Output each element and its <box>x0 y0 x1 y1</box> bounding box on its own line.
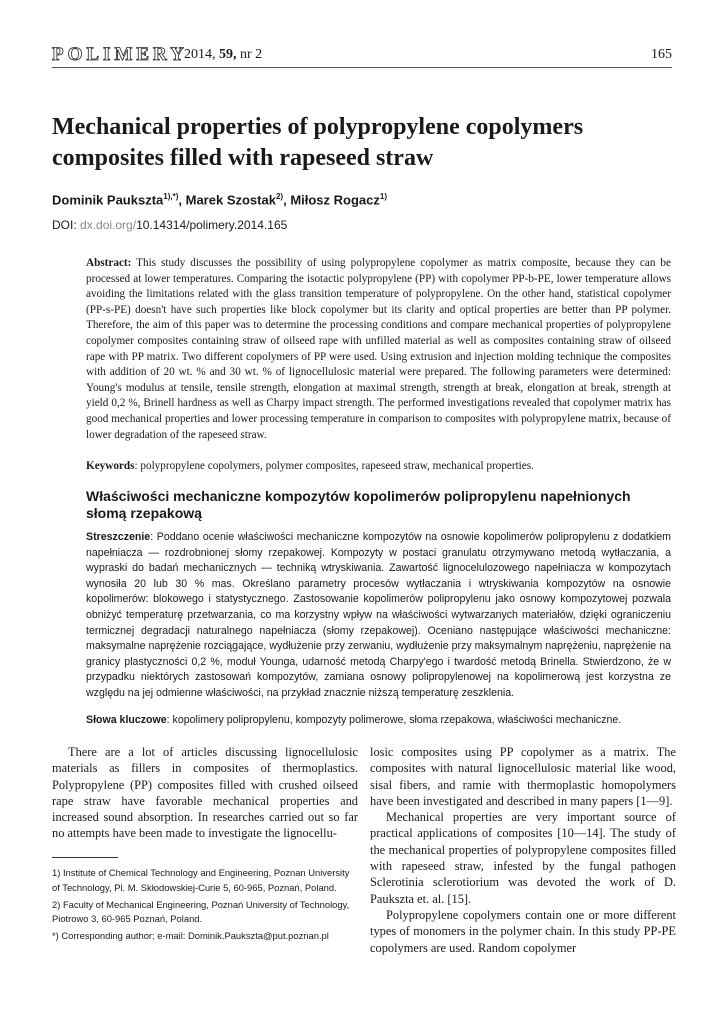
doi-value[interactable]: 10.14314/polimery.2014.165 <box>136 218 288 232</box>
slowa-kluczowe-text: : kopolimery polipropylenu, kompozyty polimerowe, słoma rzepakowa, właściwości mechaniczne. <box>166 714 622 726</box>
author-separator: , <box>283 192 291 208</box>
journal-name: POLIMERY <box>52 44 188 65</box>
doi-line <box>52 218 287 232</box>
footnote-affiliation-1: 1) Institute of Chemical Technology and Engineering, Poznan University of Technology, Pl. M. Skłodowskiej-Curie 5, 60-965, Poznań, Poland. <box>52 867 350 893</box>
footnote-corresponding: *) Corresponding author; e-mail: Dominik.Paukszta@put.poznan.pl <box>52 930 329 942</box>
author-name: Miłosz Rogacz <box>290 192 380 208</box>
footnote-rule <box>52 857 118 858</box>
abstract-pl <box>86 530 671 702</box>
abstract-text: This study discusses the possibility of using polypropylene copolymer as matrix composite, because they can be processed at lower temperatures. Comparing the isotactic polypropylene (PP) with copolymer PP-b-PE, lower temperature allows avoiding the limitations related with the glass transition temperature of polypropylene. On the other hand, statistical copolymer (PP-s-PE) doesn't have such properties like block copolymer but its clarity and optical properties are better than PP polymer. Therefore, the aim of this paper was to determine the processing conditions and compare mechanical properties of polypropylene copolymer composites containing straw of oilseed rape with unfilled material as well as composites containing straw of oilseed rape with PP matrix. Two different copolymers of PP were used. Using extrusion and injection molding technique the composites with addition of 20 wt. % and 30 wt. % of lignocellulosic material were prepared. The following parameters were determined: Young's modulus at tensile, tensile strength, elongation at maximal strength, strength at break, elongation at break, strength at yield 0,2 %, Brinell hardness as well as Charpy impact strength. The performed investigations revealed that copolymer matrix has good mechanical properties and lower processing temperature in comparison to composites with polypropylene matrix, because of lower degradation of the rapeseed straw. <box>86 257 671 441</box>
author-list <box>52 192 387 207</box>
body-column-left <box>52 744 358 842</box>
footnotes <box>52 866 358 946</box>
footnote-affiliation-2: 2) Faculty of Mechanical Engineering, Poznań University of Technology, Piotrowo 3, 60-965 Poznań, Poland. <box>52 898 350 925</box>
streszczenie-text: : Poddano ocenie właściwości mechaniczne kompozytów na osnowie kopolimerów polipropylenu z dodatkiem napełniacza — rozdrobnionej słomy rzepakowej. Kompozyty w postaci granulatu otrzymywano metodą wytłaczania, a wypraski do badań mechanicznych — techniką wtryskiwania. Zawartość lignocelulozowego napełniacza w kompozytach wynosiła 20 lub 30 % mas. Określano parametry procesów wytłaczania i wtryskiwania kompozytów na osnowie kopolimerów: blokowego i statystycznego. Zastosowanie kopolimerów polipropylenu jako osnowy kompozytowej pozwala obniżyć temperaturę przetwarzania, co ma korzystny wpływ na właściwości wytwarzanych materiałów, dzięki ograniczeniu termicznej degradacji naturalnego napełniacza (słomy rzepakowej). Oceniano następujące właściwości mechaniczne: maksymalne naprężenie rozciągające, wydłużenie przy zerwaniu, wydłużenie przy maksymalnym naprężeniu, naprężenie na granicy plastyczności 0,2 %, moduł Younga, udarność metodą Charpy'ego i twardość metodą Brinella. Stwierdzono, że w przypadku niektórych zastosowań kompozytów, zamiana osnowy polipropylenowej na kopolimerową jest korzystna ze względu na jej odmienne właściwości, na przykład znacznie niższą temperaturę zeszklenia. <box>86 531 671 699</box>
keywords-pl <box>86 713 671 729</box>
keywords-text: : polypropylene copolymers, polymer composites, rapeseed straw, mechanical properties. <box>134 460 534 472</box>
body-column-right <box>370 744 676 956</box>
author-name: Dominik Paukszta <box>52 192 164 208</box>
author-affiliation: 1),*) <box>163 192 179 201</box>
author-affiliation: 2) <box>275 192 284 201</box>
abstract-label: Abstract: <box>86 257 132 269</box>
author-affiliation: 1) <box>379 192 388 201</box>
streszczenie-label: Streszczenie <box>86 531 151 543</box>
author-name: Marek Szostak <box>185 192 276 208</box>
page-number: 165 <box>651 47 672 62</box>
article-title: Mechanical properties of polypropylene copolymers composites filled with rapeseed straw <box>52 114 584 171</box>
body-paragraph: Mechanical properties are very important source of practical applications of composites [10—14]. The study of the mechanical properties of polypropylene composites filled with rapeseed straw, infested by the fungal pathogen Sclerotinia sclerotiorium was devoted the work of D. Paukszta et. al. [15]. <box>370 810 676 906</box>
doi-label: DOI: <box>52 218 77 232</box>
issue-year: 2014, <box>184 47 216 62</box>
abstract-en <box>86 256 671 443</box>
author-separator: , <box>178 192 186 208</box>
body-paragraph: Polypropylene copolymers contain one or more different types of monomers in the polymer chain. In this study PP-PE copolymers are used. Random copolymer <box>370 907 676 955</box>
keywords-label: Keywords <box>86 460 135 472</box>
body-paragraph: There are a lot of articles discussing lignocellulosic materials as fillers in composites of thermoplastics. Polypropylene (PP) composites filled with crushed oilseed rape straw have favorable mechanical properties and increased sound absorption. In researches carried out so far no attempts have been made to investigate the lignocellu- <box>52 745 358 841</box>
issue-info <box>184 47 262 63</box>
running-header <box>52 44 672 66</box>
doi-prefix[interactable]: dx.doi.org/ <box>80 218 137 232</box>
keywords-en <box>86 459 671 475</box>
issue-number: nr 2 <box>240 47 263 62</box>
polish-title: Właściwości mechaniczne kompozytów kopolimerów polipropylenu napełnionych słomą rzepakową <box>86 488 631 521</box>
body-paragraph: losic composites using PP copolymer as a matrix. The composites with natural lignocellulosic material like wood, sisal fibers, and ramie with thermoplastic homopolymers have been investigated and described in many papers [1—9]. <box>370 745 676 808</box>
slowa-kluczowe-label: Słowa kluczowe <box>86 714 167 726</box>
issue-volume: 59, <box>219 47 237 62</box>
header-rule <box>52 67 672 68</box>
